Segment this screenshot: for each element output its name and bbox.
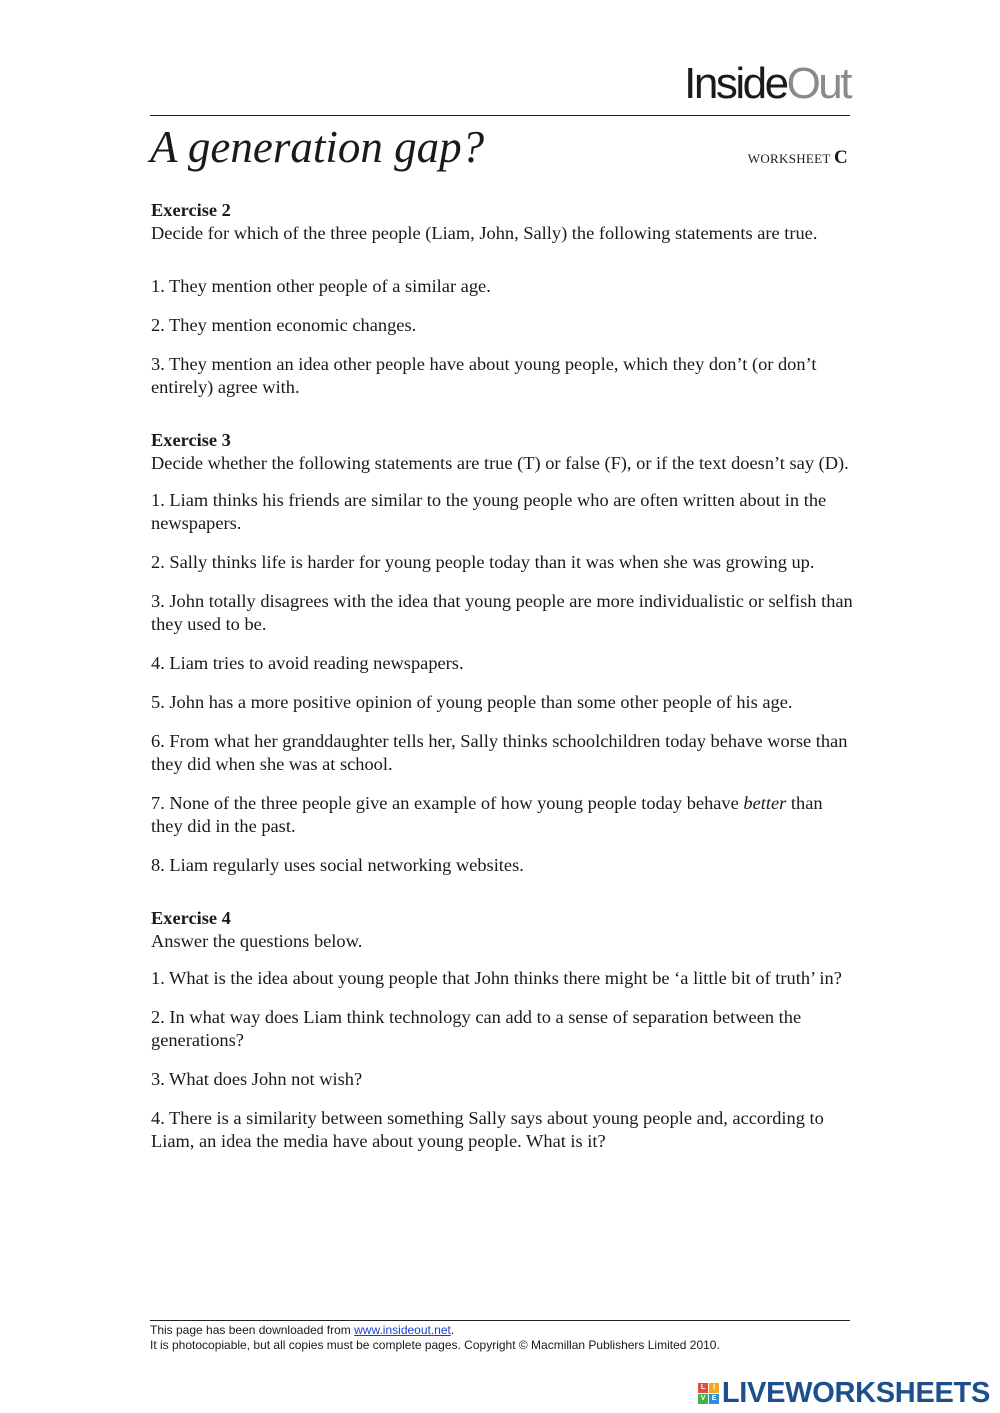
exercise-2-instruction: Decide for which of the three people (Liam, John, Sally) the following statements are true.: [151, 223, 818, 243]
brand-out: Out: [786, 59, 850, 108]
exercise-3-item: 1. Liam thinks his friends are similar to the young people who are often written about in the newspapers.: [151, 490, 827, 533]
exercise-4-question: 2. In what way does Liam think technology can add to a sense of separation between the generations?: [151, 1007, 802, 1050]
footer-prefix: This page has been downloaded from: [150, 1323, 355, 1337]
liveworksheets-watermark: [698, 1377, 990, 1410]
liveworksheets-text: LIVEWORKSHEETS: [721, 1377, 990, 1409]
footer-line-2: It is photocopiable, but all copies must be complete pages. Copyright © Macmillan Publishers Limited 2010.: [150, 1338, 720, 1352]
exercise-3-item: 6. From what her granddaughter tells her, Sally thinks schoolchildren today behave worse than they did when she was at school.: [151, 731, 848, 774]
footer-rule: [150, 1320, 850, 1321]
exercise-3-instruction: Decide whether the following statements are true (T) or false (F), or if the text doesn’t say (D).: [151, 453, 849, 473]
exercise-2-heading: Exercise 2: [151, 200, 231, 220]
header-rule: [150, 115, 850, 116]
item-7-tail: than they did in the past.: [151, 793, 823, 836]
worksheet-text: WORKSHEET: [747, 151, 831, 166]
footer: [150, 1323, 720, 1353]
worksheet-letter: C: [833, 147, 848, 168]
logo-tile-i: I: [709, 1383, 719, 1393]
item-7-text: 7. None of the three people give an example of how young people today behave: [151, 793, 744, 813]
page-title: A generation gap?: [150, 122, 485, 172]
exercise-3-item: 5. John has a more positive opinion of young people than some other people of his age.: [151, 692, 793, 712]
exercise-2-item: 2. They mention economic changes.: [151, 315, 417, 335]
exercise-2-item: 1. They mention other people of a similar age.: [151, 276, 491, 296]
exercise-4-question: 4. There is a similarity between something Sally says about young people and, according to Liam, an idea the media have about young people. What is it?: [151, 1108, 824, 1151]
insideout-link[interactable]: www.insideout.net: [354, 1323, 451, 1337]
logo-tile-v: V: [698, 1394, 708, 1404]
exercise-4-question: 1. What is the idea about young people that John thinks there might be ‘a little bit of truth’ in?: [151, 968, 842, 988]
exercise-3-heading: Exercise 3: [151, 430, 231, 450]
exercise-4-heading: Exercise 4: [151, 908, 231, 928]
brand-logo: [684, 59, 850, 108]
exercise-3-item: 3. John totally disagrees with the idea that young people are more individualistic or selfish than they used to be.: [151, 591, 853, 634]
footer-line-1: [150, 1323, 720, 1338]
exercise-3-item-7: [151, 792, 856, 838]
worksheet-label: [748, 147, 848, 169]
brand-inside: Inside: [684, 59, 787, 108]
footer-suffix: .: [450, 1323, 455, 1337]
worksheet-content: [151, 199, 856, 1153]
exercise-3-item: 4. Liam tries to avoid reading newspapers.: [151, 653, 464, 673]
exercise-4-instruction: Answer the questions below.: [151, 931, 363, 951]
exercise-3-item: 8. Liam regularly uses social networking websites.: [151, 855, 524, 875]
exercise-4-question: 3. What does John not wish?: [151, 1069, 363, 1089]
logo-tile-l: L: [698, 1383, 708, 1393]
logo-tile-e: E: [709, 1394, 719, 1404]
liveworksheets-logo-icon: [698, 1383, 719, 1404]
exercise-2-item: 3. They mention an idea other people have about young people, which they don’t (or don’t entirely) agree with.: [151, 354, 817, 397]
exercise-3-item: 2. Sally thinks life is harder for young people today than it was when she was growing up.: [151, 552, 815, 572]
item-7-emphasis: better: [743, 793, 787, 813]
